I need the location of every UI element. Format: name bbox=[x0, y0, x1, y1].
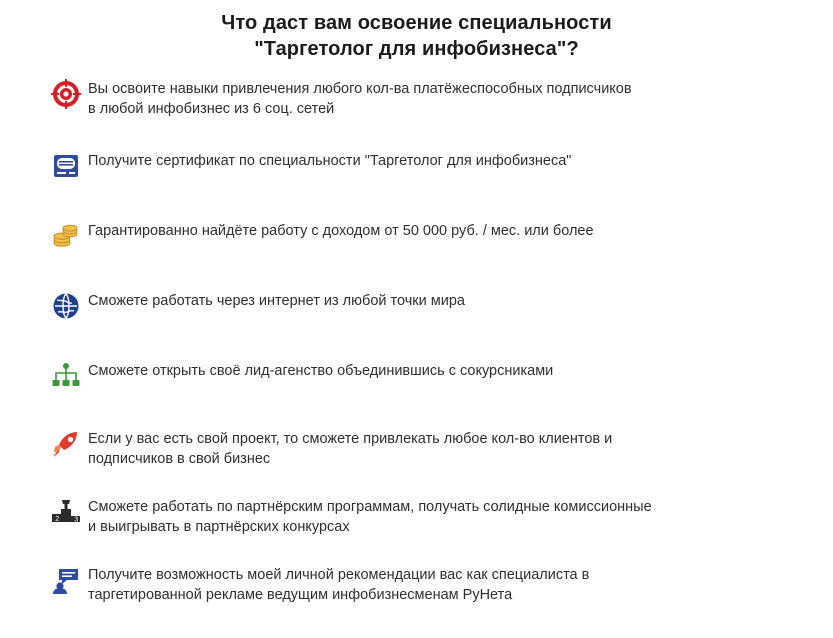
list-item-text bbox=[88, 289, 833, 312]
target-icon bbox=[44, 77, 88, 109]
list-item-text bbox=[88, 77, 833, 120]
certificate-icon bbox=[44, 149, 88, 181]
podium-label-third: 3 bbox=[74, 516, 79, 524]
globe-icon bbox=[44, 289, 88, 321]
recommendation-icon bbox=[44, 563, 88, 595]
page-title-line2: "Таргетолог для инфобизнеса"? bbox=[254, 38, 579, 61]
list-item bbox=[0, 563, 833, 629]
list-item-line1: Сможете открыть своё лид-агенство объединившись с сокурсниками bbox=[88, 362, 554, 379]
list-item bbox=[0, 289, 833, 355]
list-item-line1: Гарантированно найдёте работу с доходом от 50 000 руб. / мес. или более bbox=[88, 222, 594, 239]
list-item-line1: Получите возможность моей личной рекомендации вас как специалиста в bbox=[88, 566, 590, 583]
list-item-line1: Получите сертификат по специальности "Таргетолог для инфобизнеса" bbox=[88, 152, 572, 169]
list-item-text bbox=[88, 219, 833, 242]
list-item-text bbox=[88, 495, 833, 538]
list-item bbox=[0, 359, 833, 425]
podium-icon bbox=[44, 495, 88, 527]
list-item bbox=[0, 495, 833, 561]
list-item bbox=[0, 149, 833, 215]
list-item-line1: Сможете работать по партнёрским программам, получать солидные комиссионные bbox=[88, 498, 652, 515]
page-title-line1: Что даст вам освоение специальности bbox=[221, 12, 612, 34]
rocket-icon bbox=[44, 427, 88, 459]
list-item-line1: Если у вас есть свой проект, то сможете привлекать любое кол-во клиентов и bbox=[88, 430, 613, 447]
list-item-line1: Вы освоите навыки привлечения любого кол-ва платёжеспособных подписчиков bbox=[88, 80, 632, 97]
list-item-line2: в любой инфобизнес из 6 соц. сетей bbox=[88, 101, 335, 118]
org-chart-icon bbox=[44, 359, 88, 391]
coins-icon bbox=[44, 219, 88, 251]
list-item-line1: Сможете работать через интернет из любой точки мира bbox=[88, 292, 465, 309]
list-item-line2: подписчиков в свой бизнес bbox=[88, 451, 271, 468]
list-item-line2: таргетированной рекламе ведущим инфобизнесменам РуНета bbox=[88, 587, 513, 604]
list-item bbox=[0, 427, 833, 493]
list-item-line2: и выигрывать в партнёрских конкурсах bbox=[88, 519, 350, 536]
list-item-text bbox=[88, 149, 833, 172]
list-item-text bbox=[88, 427, 833, 470]
list-item bbox=[0, 77, 833, 143]
list-item bbox=[0, 219, 833, 285]
podium-label-second: 2 bbox=[55, 515, 60, 523]
benefits-list bbox=[0, 77, 833, 629]
list-item-text bbox=[88, 359, 833, 382]
page-title bbox=[0, 0, 833, 63]
list-item-text bbox=[88, 563, 833, 606]
